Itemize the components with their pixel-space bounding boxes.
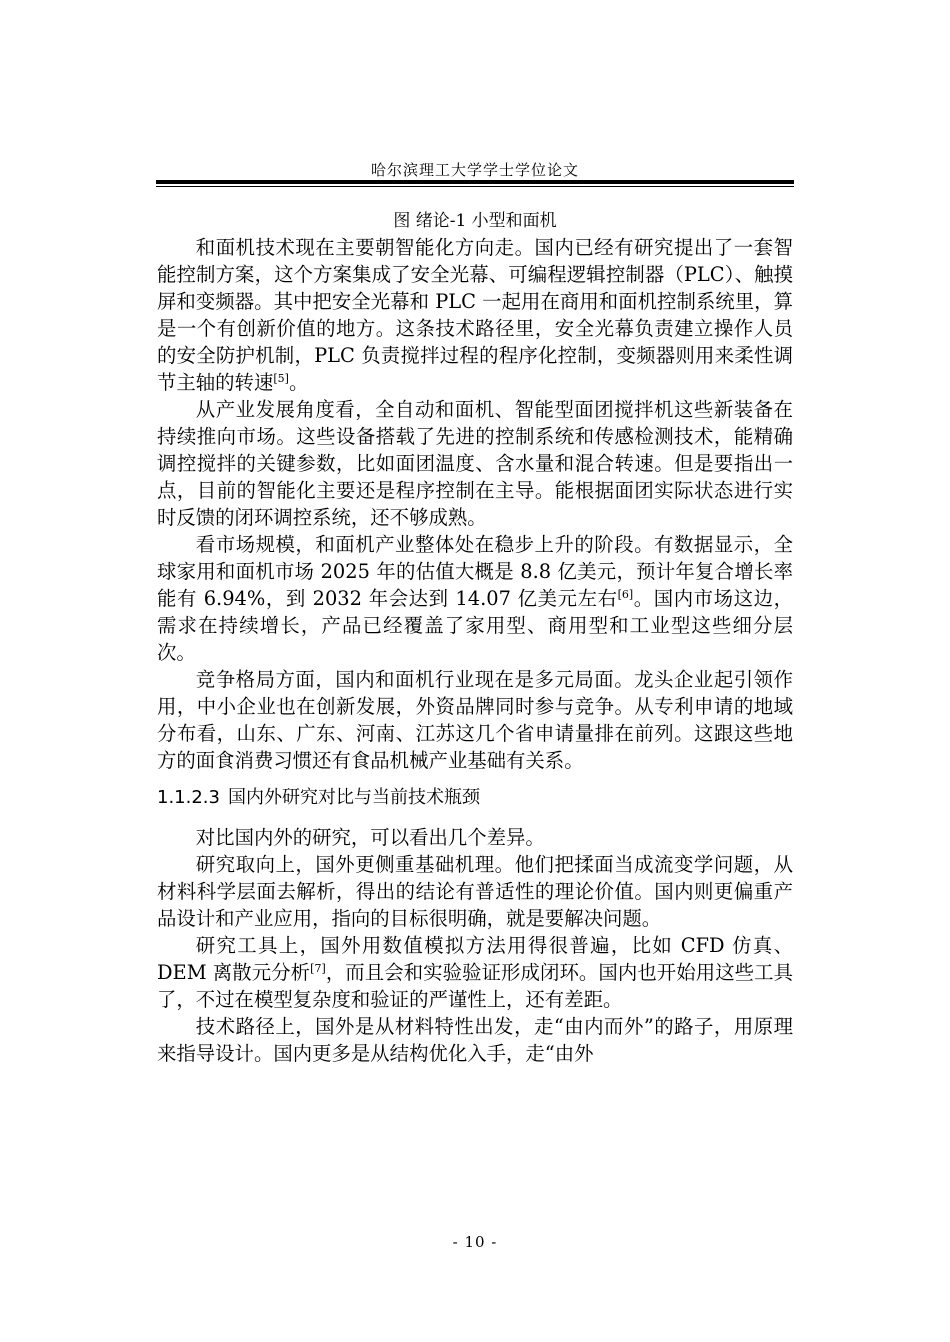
- paragraph-market-size: 看市场规模，和面机产业整体处在稳步上升的阶段。有数据显示，全球家用和面机市场 2025 年的估值大概是 8.8 亿美元，预计年复合增长率能有 6.94%，到 2032 年会达到 14.07 亿美元左右[6]。国内市场这边，需求在持续增长，产品已经覆盖了家用型、商用型和工业型这些细分层次。: [157, 533, 793, 664]
- paragraph-smart-control: 和面机技术现在主要朝智能化方向走。国内已经有研究提出了一套智能控制方案，这个方案集成了安全光幕、可编程逻辑控制器（PLC）、触摸屏和变频器。其中把安全光幕和 PLC 一起用在商用和面机控制系统里，算是一个有创新价值的地方。这条技术路径里，安全光幕负责建立操作人员的安全防护机制，PLC 负责搅拌过程的程序化控制，变频器则用来柔性调节主轴的转速[5]。: [157, 236, 793, 394]
- citation-ref: [7]: [310, 962, 326, 975]
- header-rule-thick: [156, 180, 794, 184]
- citation-ref: [6]: [617, 588, 634, 601]
- section-heading: [157, 780, 793, 816]
- page-number: - 10 -: [452, 1233, 498, 1251]
- paragraph-industry-development: 从产业发展角度看，全自动和面机、智能型面团搅拌机这些新装备在持续推向市场。这些设备搭载了先进的控制系统和传感检测技术，能精确调控搅拌的关键参数，比如面团温度、含水量和混合转速。但是要指出一点，目前的智能化主要还是程序控制在主导。能根据面团实际状态进行实时反馈的闭环调控系统，还不够成熟。: [157, 398, 793, 529]
- page-header-title: 哈尔滨理工大学学士学位论文: [370, 161, 579, 179]
- section-number: 1.1.2.3: [157, 787, 220, 808]
- paragraph-research-tools: 研究工具上，国外用数值模拟方法用得很普遍，比如 CFD 仿真、DEM 离散元分析[7]，而且会和实验验证形成闭环。国内也开始用这些工具了，不过在模型复杂度和验证的严谨性上，还有差距。: [157, 934, 793, 1011]
- section-title: 国内外研究对比与当前技术瓶颈: [227, 787, 480, 808]
- header-rule-thin: [156, 186, 794, 187]
- figure-caption: 图 绪论-1 小型和面机: [393, 211, 557, 231]
- paragraph-research-orientation: 研究取向上，国外更侧重基础机理。他们把揉面当成流变学问题，从材料科学层面去解析，得出的结论有普适性的理论价值。国内则更偏重产品设计和产业应用，指向的目标很明确，就是要解决问题。: [157, 853, 793, 930]
- paragraph-comparison-intro: 对比国内外的研究，可以看出几个差异。: [195, 826, 545, 849]
- paragraph-competition: 竞争格局方面，国内和面机行业现在是多元局面。龙头企业起引领作用，中小企业也在创新发展，外资品牌同时参与竞争。从专利申请的地域分布看，山东、广东、河南、江苏这几个省申请量排在前列。这跟这些地方的面食消费习惯还有食品机械产业基础有关系。: [157, 668, 793, 772]
- citation-ref: [5]: [273, 372, 289, 385]
- paragraph-technical-path: 技术路径上，国外是从材料特性出发，走“由内而外”的路子，用原理来指导设计。国内更多是从结构优化入手，走“由外: [157, 1015, 793, 1065]
- page-body: [157, 208, 793, 1067]
